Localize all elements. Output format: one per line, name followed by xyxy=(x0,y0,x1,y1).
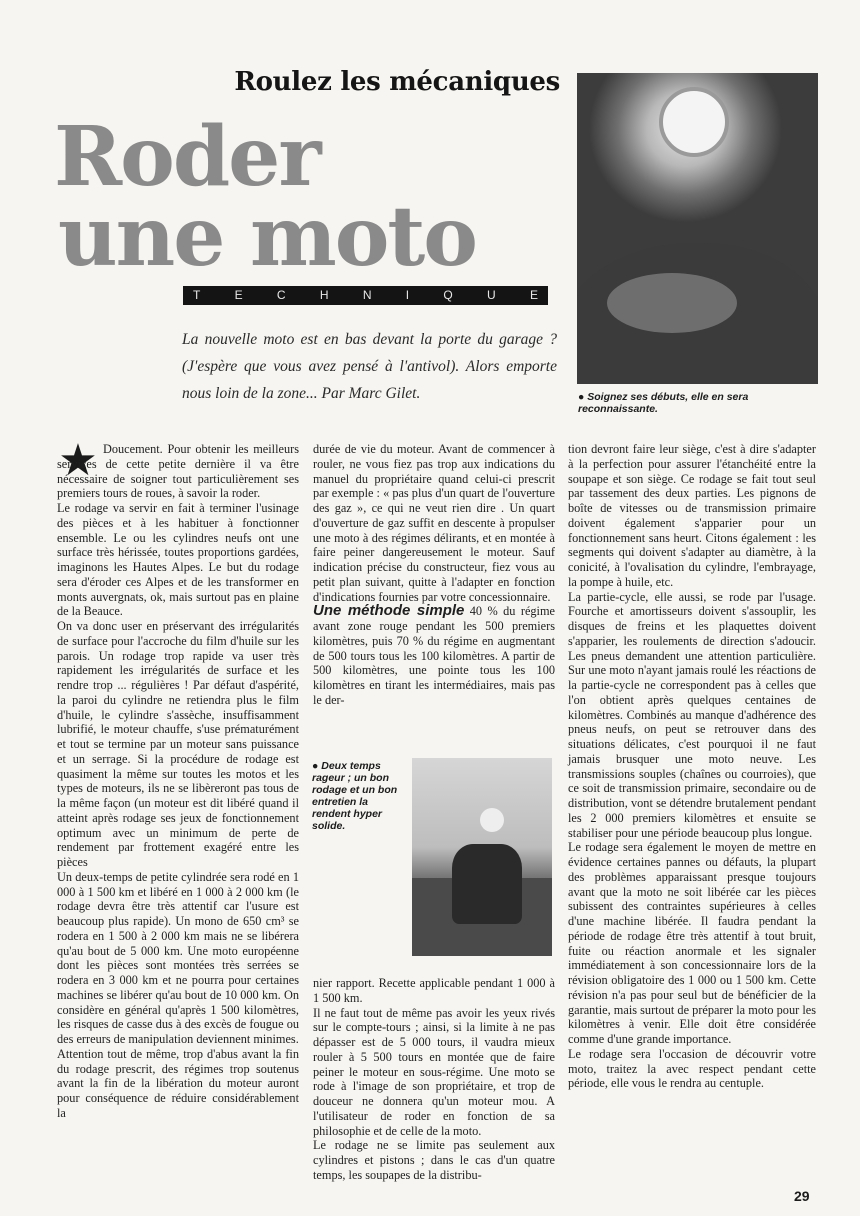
title-line-1: Roder xyxy=(54,109,320,205)
section-letter: I xyxy=(405,288,410,302)
section-label xyxy=(183,286,548,305)
section-letter: C xyxy=(276,288,286,302)
paragraph: Un deux-temps de petite cylindrée sera rodé en 1 000 à 1 500 km et libéré en 1 000 à 2 000 km (le rodage devra être très attentif car l'usure est beaucoup plus rapide). Un mono de 650 cm³ se rodera en 1 500 à 2 000 km mais ne se libérera qu'au bout de 5 000 km. Une moto européenne dont les pièces sont montées très serrées se rodera en 3 000 km et ne pourra pour certaines machines se libérer qu'au bout de 10 000 km. On considère en général qu'après 1 500 kilomètres, les risques de casse dus à des excès de fougue ou des erreurs de manipulation deviennent minimes. xyxy=(57,869,299,1046)
subheading: Une méthode simple xyxy=(313,602,465,620)
helmet-shape xyxy=(480,808,504,832)
section-letter: T xyxy=(193,288,201,302)
section-letter: E xyxy=(234,288,243,302)
paragraph: Le rodage va servir en fait à terminer l'usinage des pièces et à les habituer à fonctionner ensemble. Le ou les cylindres neufs ont une surface très hérissée, toutes proportions gardées, imaginons les Hautes Alpes. Le but du rodage sera d'éroder ces Alpes et de les transformer en monts auvergnats, ok, mais surtout pas en plaine de la Beauce. xyxy=(57,501,299,619)
rider-photo xyxy=(412,758,552,956)
article-column-1 xyxy=(57,436,299,1121)
page-number: 29 xyxy=(794,1188,810,1204)
paragraph: Le rodage sera l'occasion de découvrir votre moto, traitez la avec respect pendant cette période, elle vous le rendra au centuple. xyxy=(568,1046,816,1091)
paragraph: Le rodage sera également le moyen de mettre en évidence certaines pannes ou défauts, la plupart des problèmes apparaissant presque toujours avant que la moto ne soit libérée car les pièces subissent des contraintes supérieures à celles d'une machine libérée. Il faudra pendant la période de rodage être très attentif à tout bruit, fuite ou réaction anormale et les signaler immédiatement à son concessionnaire lors de la révision obligatoire des 1 000 ou 1 500 km. Cette révision n'a pas pour seul but de bénéficier de la garantie, mais surtout de préparer la moto pour les kilomètres à venir. Elle doit être considérée comme d'une grande importance. xyxy=(568,840,816,1046)
motorcycle-photo xyxy=(577,73,818,384)
paragraph: Le rodage ne se limite pas seulement aux cylindres et pistons ; dans le cas d'un quatre temps, les soupapes de la distribu- xyxy=(313,1138,555,1182)
paragraph: durée de vie du moteur. Avant de commencer à rouler, ne vous fiez pas trop aux indications du manuel du propriétaire quand celui-ci prescrit par exemple : « pas plus d'un quart de l'ouverture des gaz », ce qui ne veut rien dire . Un quart d'ouverture de gaz suffit en descente à propulser une moto à des régimes délirants, et en montée à faire peiner dangereusement le moteur. Sauf indication précise du constructeur, fiez vous au petit plan suivant, quitte à l'adapter en fonction d'indications fournies par votre concessionnaire. xyxy=(313,442,555,604)
speedometer-icon xyxy=(659,87,729,157)
paragraph: tion devront faire leur siège, c'est à dire s'adapter à la perfection pour assurer l'étanchéité entre la soupape et son siège. Ce rodage se fait tout seul par tassement des deux parties. Les pignons de boîte de vitesses ou de transmission primaire doivent également s'apparier pour un fonctionnement sans heurt. Citons également : les segments qui doivent s'adapter au diamètre, à la conicité, à l'ovalisation du cylindre, l'embrayage, la pompe à huile, etc. xyxy=(568,442,816,589)
article-column-2-top xyxy=(313,442,555,708)
section-letter: N xyxy=(362,288,372,302)
paragraph: nier rapport. Recette applicable pendant 1 000 à 1 500 km. xyxy=(313,976,555,1005)
paragraph-with-subhead xyxy=(313,604,555,707)
photo-caption-rider: ● Deux temps rageur ; un bon rodage et un bon entretien la rendent hyper solide. xyxy=(312,760,398,832)
subhead-paragraph: 40 % du régime avant zone rouge pendant les 500 premiers kilomètres, puis 70 % du régime en augmentant de 500 tours tous les 100 kilomètres. A partir de 500 kilomètres, une pointe tous les 100 kilomètres en tirant les intermédiaires, mais pas le der- xyxy=(313,604,555,707)
bike-shape xyxy=(452,844,522,924)
section-band xyxy=(183,286,548,305)
article-column-3 xyxy=(568,442,816,1091)
section-letter: H xyxy=(319,288,329,302)
lead-paragraph: La nouvelle moto est en bas devant la porte du garage ? (J'espère que vous avez pensé à l'antivol). Alors emporte nous loin de la zone... Par Marc Gilet. xyxy=(182,331,557,402)
paragraph: Doucement. Pour obtenir les meilleurs services de cette petite dernière il va être nécessaire de soigner tout particulièrement ses premiers tours de roues, à savoir la roder. xyxy=(57,442,299,501)
article-column-2-bottom xyxy=(313,976,555,1183)
paragraph: Attention tout de même, trop d'abus avant la fin du rodage prescrit, des régimes trop soutenus avant la fin de la libération du moteur auront pour conséquence de réduire considérablement la xyxy=(57,1046,299,1120)
paragraph: On va donc user en préservant des irrégularités de surface pour l'accroche du film d'huile sur les parois. Un rodage trop rapide va user très rapidement les irrégularités de surface et les rendre trop ... régulières ! Par défaut d'aspérité, la paroi du cylindre ne retiendra plus le film d'huile, le cylindre s'assèche, insuffisamment lubrifié, le moteur chauffe, s'use prématurément et tout se termine par un moteur sans puissance et un serrage. Si la procédure de rodage est quasiment la même sur toutes les motos et les types de moteurs, ils ne se libèreront pas tous de la même façon (un moteur est dit libéré quand il atteint après rodage ses jeux de fonctionnement optimum avec un minimum de perte de rendement par frottement exagéré entre les pièces xyxy=(57,619,299,869)
paragraph: Il ne faut tout de même pas avoir les yeux rivés sur le compte-tours ; ainsi, si la limite à ne pas dépasser est de 5 000 tours, il vaudra mieux rouler à 5 500 tours en montée que de faire peiner le moteur en sous-régime. Une moto se rode à l'image de son propriétaire, et trop de douceur ne donnera qu'un moteur mou. A l'utilisateur de roder en fonction de sa philosophie et de celle de la moto. xyxy=(313,1005,555,1138)
title-line-2: une moto xyxy=(58,189,476,285)
supertitle: Roulez les mécaniques xyxy=(234,67,560,97)
paragraph: La partie-cycle, elle aussi, se rode par l'usage. Fourche et amortisseurs doivent s'assouplir, les disques de freins et les plaquettes doivent s'apparier, les roulements de direction s'adoucir. Les pneus demandent une attention particulière. Sur une moto n'ayant jamais roulé les réactions de la partie-cycle ne correspondent pas à celles que l'on obtient après quelques centaines de kilomètres. Combinés au manque d'adhérence des pneus neufs, on peut se retrouver dans des situations délicates, c'est pourquoi il ne faut jamais brusquer une moto neuve. Les transmissions souples (chaînes ou courroies), que ce soit de transmission primaire, secondaire ou de distribution, vont se détendre brutalement pendant les 2 000 premiers kilomètres et ensuite se stabiliser pour une période beaucoup plus longue. xyxy=(568,589,816,840)
tank-highlight-shape xyxy=(607,273,737,333)
section-letter: U xyxy=(487,288,496,302)
section-letter: Q xyxy=(443,288,453,302)
section-letter: E xyxy=(529,288,538,302)
photo-caption-main: ● Soignez ses débuts, elle en sera reconnaissante. xyxy=(578,391,749,415)
star-icon: ★ xyxy=(58,436,98,485)
